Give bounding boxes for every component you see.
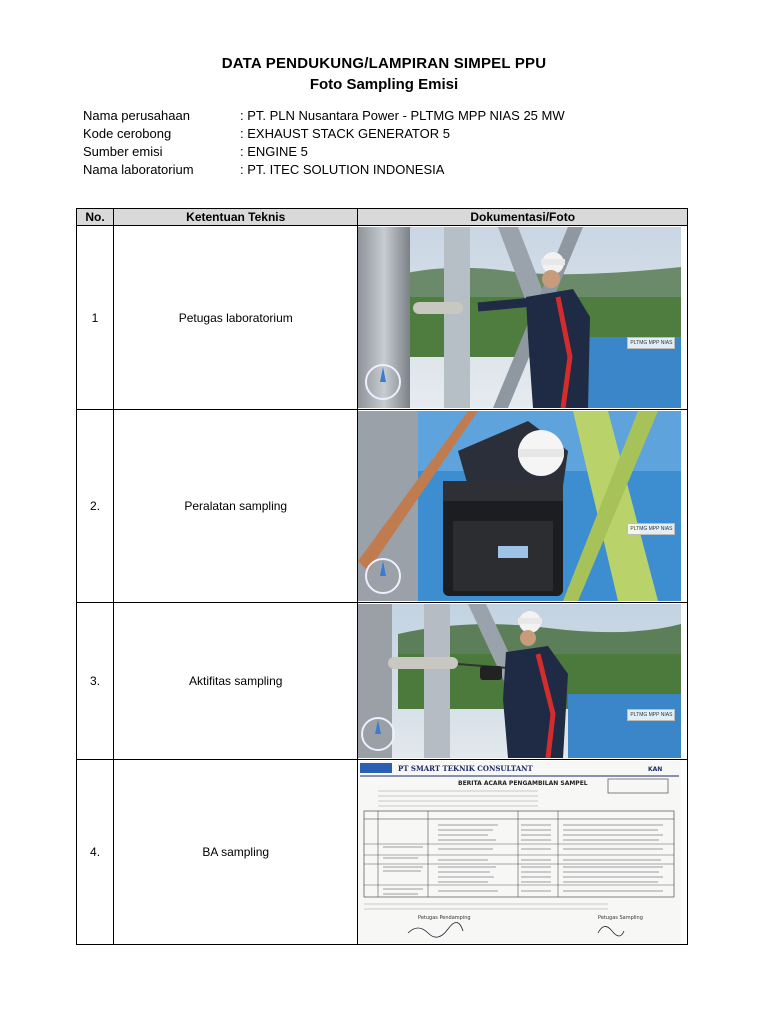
location-map-label: PLTMG MPP NIAS	[627, 709, 675, 721]
table-row	[77, 226, 688, 410]
location-map-label: PLTMG MPP NIAS	[627, 337, 675, 349]
report-kan-badge: KAN	[648, 766, 663, 773]
header-no: No.	[77, 209, 114, 226]
row-ketentuan: Aktifitas sampling	[114, 603, 358, 760]
row-number: 4.	[77, 760, 114, 945]
technician-at-stack-photo	[358, 227, 681, 408]
page-subtitle: Foto Sampling Emisi	[309, 76, 459, 93]
row-ketentuan: Petugas laboratorium	[114, 226, 358, 410]
report-logo-icon	[360, 763, 392, 773]
table-row	[77, 760, 688, 945]
sampling-activity-photo	[358, 604, 681, 758]
location-map-label: PLTMG MPP NIAS	[627, 523, 675, 535]
report-company-name: PT SMART TEKNIK CONSULTANT	[398, 764, 534, 773]
sampling-equipment-photo	[358, 411, 681, 601]
info-label: Sumber emisi	[83, 144, 163, 159]
row-number: 1	[77, 226, 114, 410]
info-value: : ENGINE 5	[240, 144, 308, 159]
sampling-report-document	[358, 761, 681, 943]
documentation-table	[76, 208, 688, 945]
row-photo-cell	[358, 603, 688, 760]
table-row	[77, 603, 688, 760]
row-photo-cell	[358, 226, 688, 410]
report-document-title: BERITA ACARA PENGAMBILAN SAMPEL	[458, 780, 589, 787]
row-ketentuan: Peralatan sampling	[114, 410, 358, 603]
info-label: Nama laboratorium	[83, 162, 194, 177]
header-dokumentasi: Dokumentasi/Foto	[358, 209, 688, 226]
info-label: Nama perusahaan	[83, 108, 190, 123]
row-number: 2.	[77, 410, 114, 603]
report-signer-left: Petugas Pendamping	[418, 915, 472, 921]
row-photo-cell	[358, 760, 688, 945]
row-ketentuan: BA sampling	[114, 760, 358, 945]
row-photo-cell	[358, 410, 688, 603]
table-header-row	[77, 209, 688, 226]
page-title: DATA PENDUKUNG/LAMPIRAN SIMPEL PPU	[221, 55, 547, 72]
row-number: 3.	[77, 603, 114, 760]
info-value: : PT. PLN Nusantara Power - PLTMG MPP NIAS 25 MW	[240, 108, 565, 123]
info-value: : EXHAUST STACK GENERATOR 5	[240, 126, 450, 141]
info-value: : PT. ITEC SOLUTION INDONESIA	[240, 162, 445, 177]
header-ketentuan: Ketentuan Teknis	[114, 209, 358, 226]
info-label: Kode cerobong	[83, 126, 172, 141]
report-signer-right: Petugas Sampling	[598, 915, 644, 921]
table-row	[77, 410, 688, 603]
